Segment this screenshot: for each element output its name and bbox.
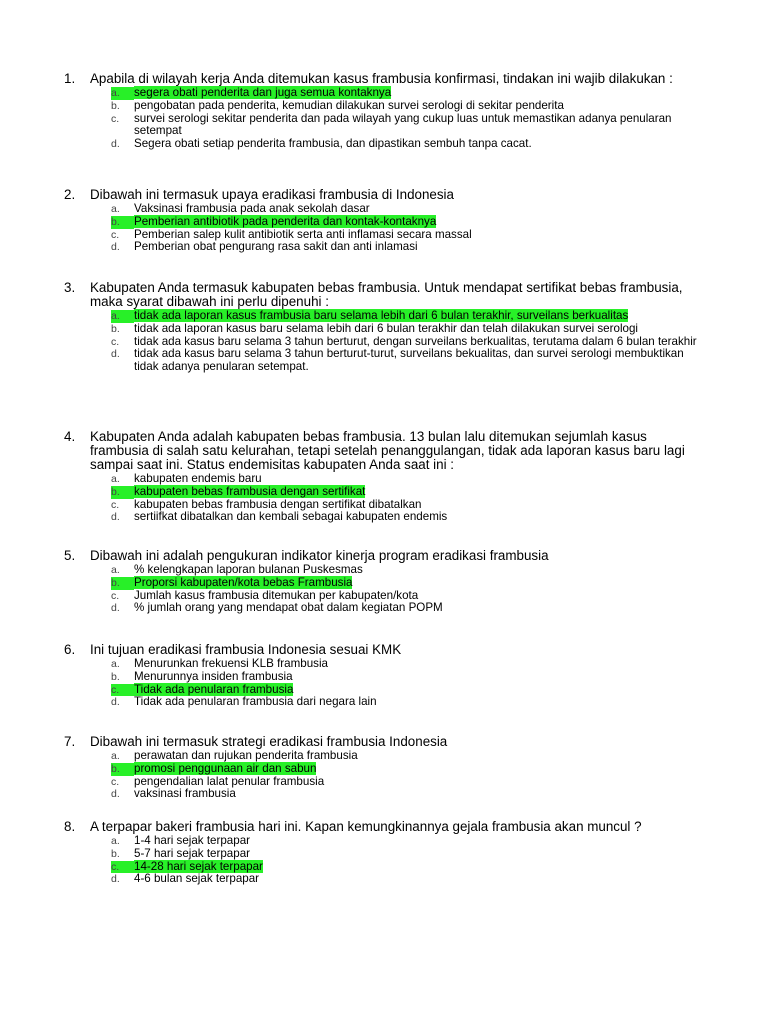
- answer-option: [111, 138, 704, 151]
- answer-option: [111, 873, 704, 886]
- question-header: [64, 430, 704, 472]
- answer-option: [111, 473, 704, 486]
- option-text: Pemberian salep kulit antibiotik serta anti inflamasi secara massal: [134, 227, 472, 241]
- answer-option: [111, 848, 704, 861]
- option-list: [111, 564, 704, 615]
- option-letter: a.: [111, 473, 120, 485]
- option-list: [111, 473, 704, 524]
- option-letter: c.: [111, 589, 120, 602]
- option-letter: a.: [111, 835, 120, 847]
- option-text: 4-6 bulan sejak terpapar: [134, 872, 260, 886]
- option-text: Segera obati setiap penderita frambusia, dan dipastikan sembuh tanpa cacat.: [134, 137, 532, 151]
- question-header: [64, 72, 704, 86]
- option-letter: b.: [111, 216, 134, 229]
- option-letter: b.: [111, 763, 134, 776]
- option-list: [111, 658, 704, 709]
- option-letter: a.: [111, 750, 120, 762]
- question-2: [64, 188, 704, 254]
- question-text: Kabupaten Anda termasuk kabupaten bebas frambusia. Untuk mendapat sertifikat bebas frambusia, maka syarat dibawah ini perlu dipenuhi :: [90, 280, 683, 309]
- option-letter: c.: [111, 684, 134, 697]
- highlighted-answer-text: Proporsi kabupaten/kota bebas Frambusia: [134, 575, 353, 589]
- option-list: [111, 310, 704, 374]
- option-text: Tidak ada penularan frambusia dari negara lain: [134, 695, 377, 709]
- question-number: 1.: [64, 71, 76, 86]
- question-5: [64, 549, 704, 615]
- question-number: 3.: [64, 280, 76, 295]
- highlighted-answer-text: kabupaten bebas frambusia dengan sertifikat: [134, 484, 366, 498]
- option-text: Pemberian obat pengurang rasa sakit dan anti inlamasi: [134, 240, 418, 254]
- highlighted-answer-text: 14-28 hari sejak terpapar: [134, 859, 263, 873]
- option-letter: b.: [111, 670, 120, 683]
- option-text: pengendalian lalat penular frambusia: [134, 774, 325, 788]
- option-text: % kelengkapan laporan bulanan Puskesmas: [134, 563, 363, 576]
- answer-option: [111, 671, 704, 684]
- option-letter: c.: [111, 335, 120, 348]
- option-text: 1-4 hari sejak terpapar: [134, 834, 250, 847]
- question-text: A terpapar bakeri frambusia hari ini. Kapan kemungkinannya gejala frambusia akan muncul ?: [90, 819, 642, 834]
- answer-option: [111, 750, 704, 763]
- option-letter: a.: [111, 658, 120, 670]
- question-8: [64, 820, 704, 886]
- option-text: tidak ada kasus baru selama 3 tahun berturut-turut, surveilans bekualitas, dan survei serologi membuktikan tidak adanya penularan setempat.: [134, 347, 684, 374]
- question-text: Kabupaten Anda adalah kabupaten bebas frambusia. 13 bulan lalu ditemukan sejumlah kasus frambusia di salah satu kelurahan, tetapi setelah penanggulangan, tidak ada laporan kasus baru lagi sampai saat ini. Status endemisitas kabupaten Anda saat ini :: [90, 429, 685, 472]
- option-letter: a.: [111, 564, 120, 576]
- highlighted-answer-text: segera obati penderita dan juga semua kontaknya: [134, 86, 392, 99]
- question-1: [64, 72, 704, 151]
- option-text: Vaksinasi frambusia pada anak sekolah dasar: [134, 202, 370, 215]
- option-letter: d.: [111, 511, 120, 524]
- answer-option: [111, 113, 704, 139]
- question-7: [64, 735, 704, 801]
- question-header: [64, 735, 704, 749]
- option-letter: c.: [111, 112, 120, 125]
- option-letter: a.: [111, 310, 134, 323]
- option-list: [111, 203, 704, 254]
- option-text: 5-7 hari sejak terpapar: [134, 846, 250, 860]
- option-text: survei serologi sekitar penderita dan pada wilayah yang cukup luas untuk memastikan adanya penularan setempat: [134, 111, 672, 138]
- question-4: [64, 430, 704, 524]
- option-list: [111, 750, 704, 801]
- option-letter: c.: [111, 498, 120, 511]
- option-letter: d.: [111, 696, 120, 709]
- question-number: 6.: [64, 642, 76, 657]
- answer-option: [111, 788, 704, 801]
- highlighted-answer-text: Tidak ada penularan frambusia: [134, 682, 294, 696]
- option-letter: d.: [111, 873, 120, 886]
- option-letter: a.: [111, 203, 120, 215]
- highlighted-answer-text: tidak ada laporan kasus frambusia baru selama lebih dari 6 bulan terakhir, surveilans berkualitas: [134, 309, 629, 322]
- question-number: 8.: [64, 819, 76, 834]
- answer-option: [111, 564, 704, 577]
- option-text: kabupaten bebas frambusia dengan sertifikat dibatalkan: [134, 497, 422, 511]
- question-number: 4.: [64, 429, 76, 444]
- answer-option: [111, 602, 704, 615]
- option-letter: d.: [111, 348, 120, 361]
- highlighted-answer-text: promosi penggunaan air dan sabun: [134, 761, 317, 775]
- answer-option: [111, 511, 704, 524]
- option-text: Menurunkan frekuensi KLB frambusia: [134, 657, 328, 670]
- option-letter: b.: [111, 486, 134, 499]
- option-letter: c.: [111, 861, 134, 874]
- option-text: sertiifkat dibatalkan dan kembali sebagai kabupaten endemis: [134, 510, 448, 524]
- question-number: 5.: [64, 548, 76, 563]
- question-text: Ini tujuan eradikasi frambusia Indonesia sesuai KMK: [90, 642, 402, 657]
- option-letter: d.: [111, 788, 120, 801]
- answer-option: [111, 241, 704, 254]
- question-header: [64, 643, 704, 657]
- option-text: kabupaten endemis baru: [134, 472, 262, 485]
- option-letter: b.: [111, 847, 120, 860]
- option-letter: a.: [111, 87, 134, 100]
- question-header: [64, 820, 704, 834]
- option-text: % jumlah orang yang mendapat obat dalam kegiatan POPM: [134, 601, 443, 615]
- option-letter: b.: [111, 99, 120, 112]
- option-letter: d.: [111, 241, 120, 254]
- question-text: Dibawah ini termasuk strategi eradikasi frambusia Indonesia: [90, 734, 448, 749]
- option-list: [111, 87, 704, 151]
- question-3: [64, 281, 704, 374]
- question-header: [64, 281, 704, 309]
- option-letter: d.: [111, 602, 120, 615]
- option-letter: c.: [111, 228, 120, 241]
- option-text: tidak ada laporan kasus baru selama lebih dari 6 bulan terakhir dan telah dilakukan survei serologi: [134, 321, 638, 335]
- option-letter: d.: [111, 138, 120, 151]
- question-text: Dibawah ini termasuk upaya eradikasi frambusia di Indonesia: [90, 187, 454, 202]
- question-header: [64, 188, 704, 202]
- answer-option: [111, 348, 704, 374]
- option-letter: b.: [111, 577, 134, 590]
- option-letter: c.: [111, 775, 120, 788]
- question-number: 2.: [64, 187, 76, 202]
- option-text: perawatan dan rujukan penderita frambusia: [134, 749, 358, 762]
- option-text: Menurunnya insiden frambusia: [134, 669, 293, 683]
- question-text: Apabila di wilayah kerja Anda ditemukan kasus frambusia konfirmasi, tindakan ini wajib dilakukan :: [90, 71, 673, 86]
- option-list: [111, 835, 704, 886]
- option-text: vaksinasi frambusia: [134, 787, 236, 801]
- answer-option: [111, 696, 704, 709]
- option-text: Jumlah kasus frambusia ditemukan per kabupaten/kota: [134, 588, 419, 602]
- question-text: Dibawah ini adalah pengukuran indikator kinerja program eradikasi frambusia: [90, 548, 549, 563]
- question-header: [64, 549, 704, 563]
- option-text: pengobatan pada penderita, kemudian dilakukan survei serologi di sekitar penderita: [134, 98, 564, 112]
- question-number: 7.: [64, 734, 76, 749]
- question-6: [64, 643, 704, 709]
- highlighted-answer-text: Pemberian antibiotik pada penderita dan kontak-kontaknya: [134, 214, 437, 228]
- option-text: tidak ada kasus baru selama 3 tahun berturut, dengan surveilans berkualitas, terutama dalam 6 bulan terakhir: [134, 334, 697, 348]
- answer-option: [111, 203, 704, 216]
- option-letter: b.: [111, 322, 120, 335]
